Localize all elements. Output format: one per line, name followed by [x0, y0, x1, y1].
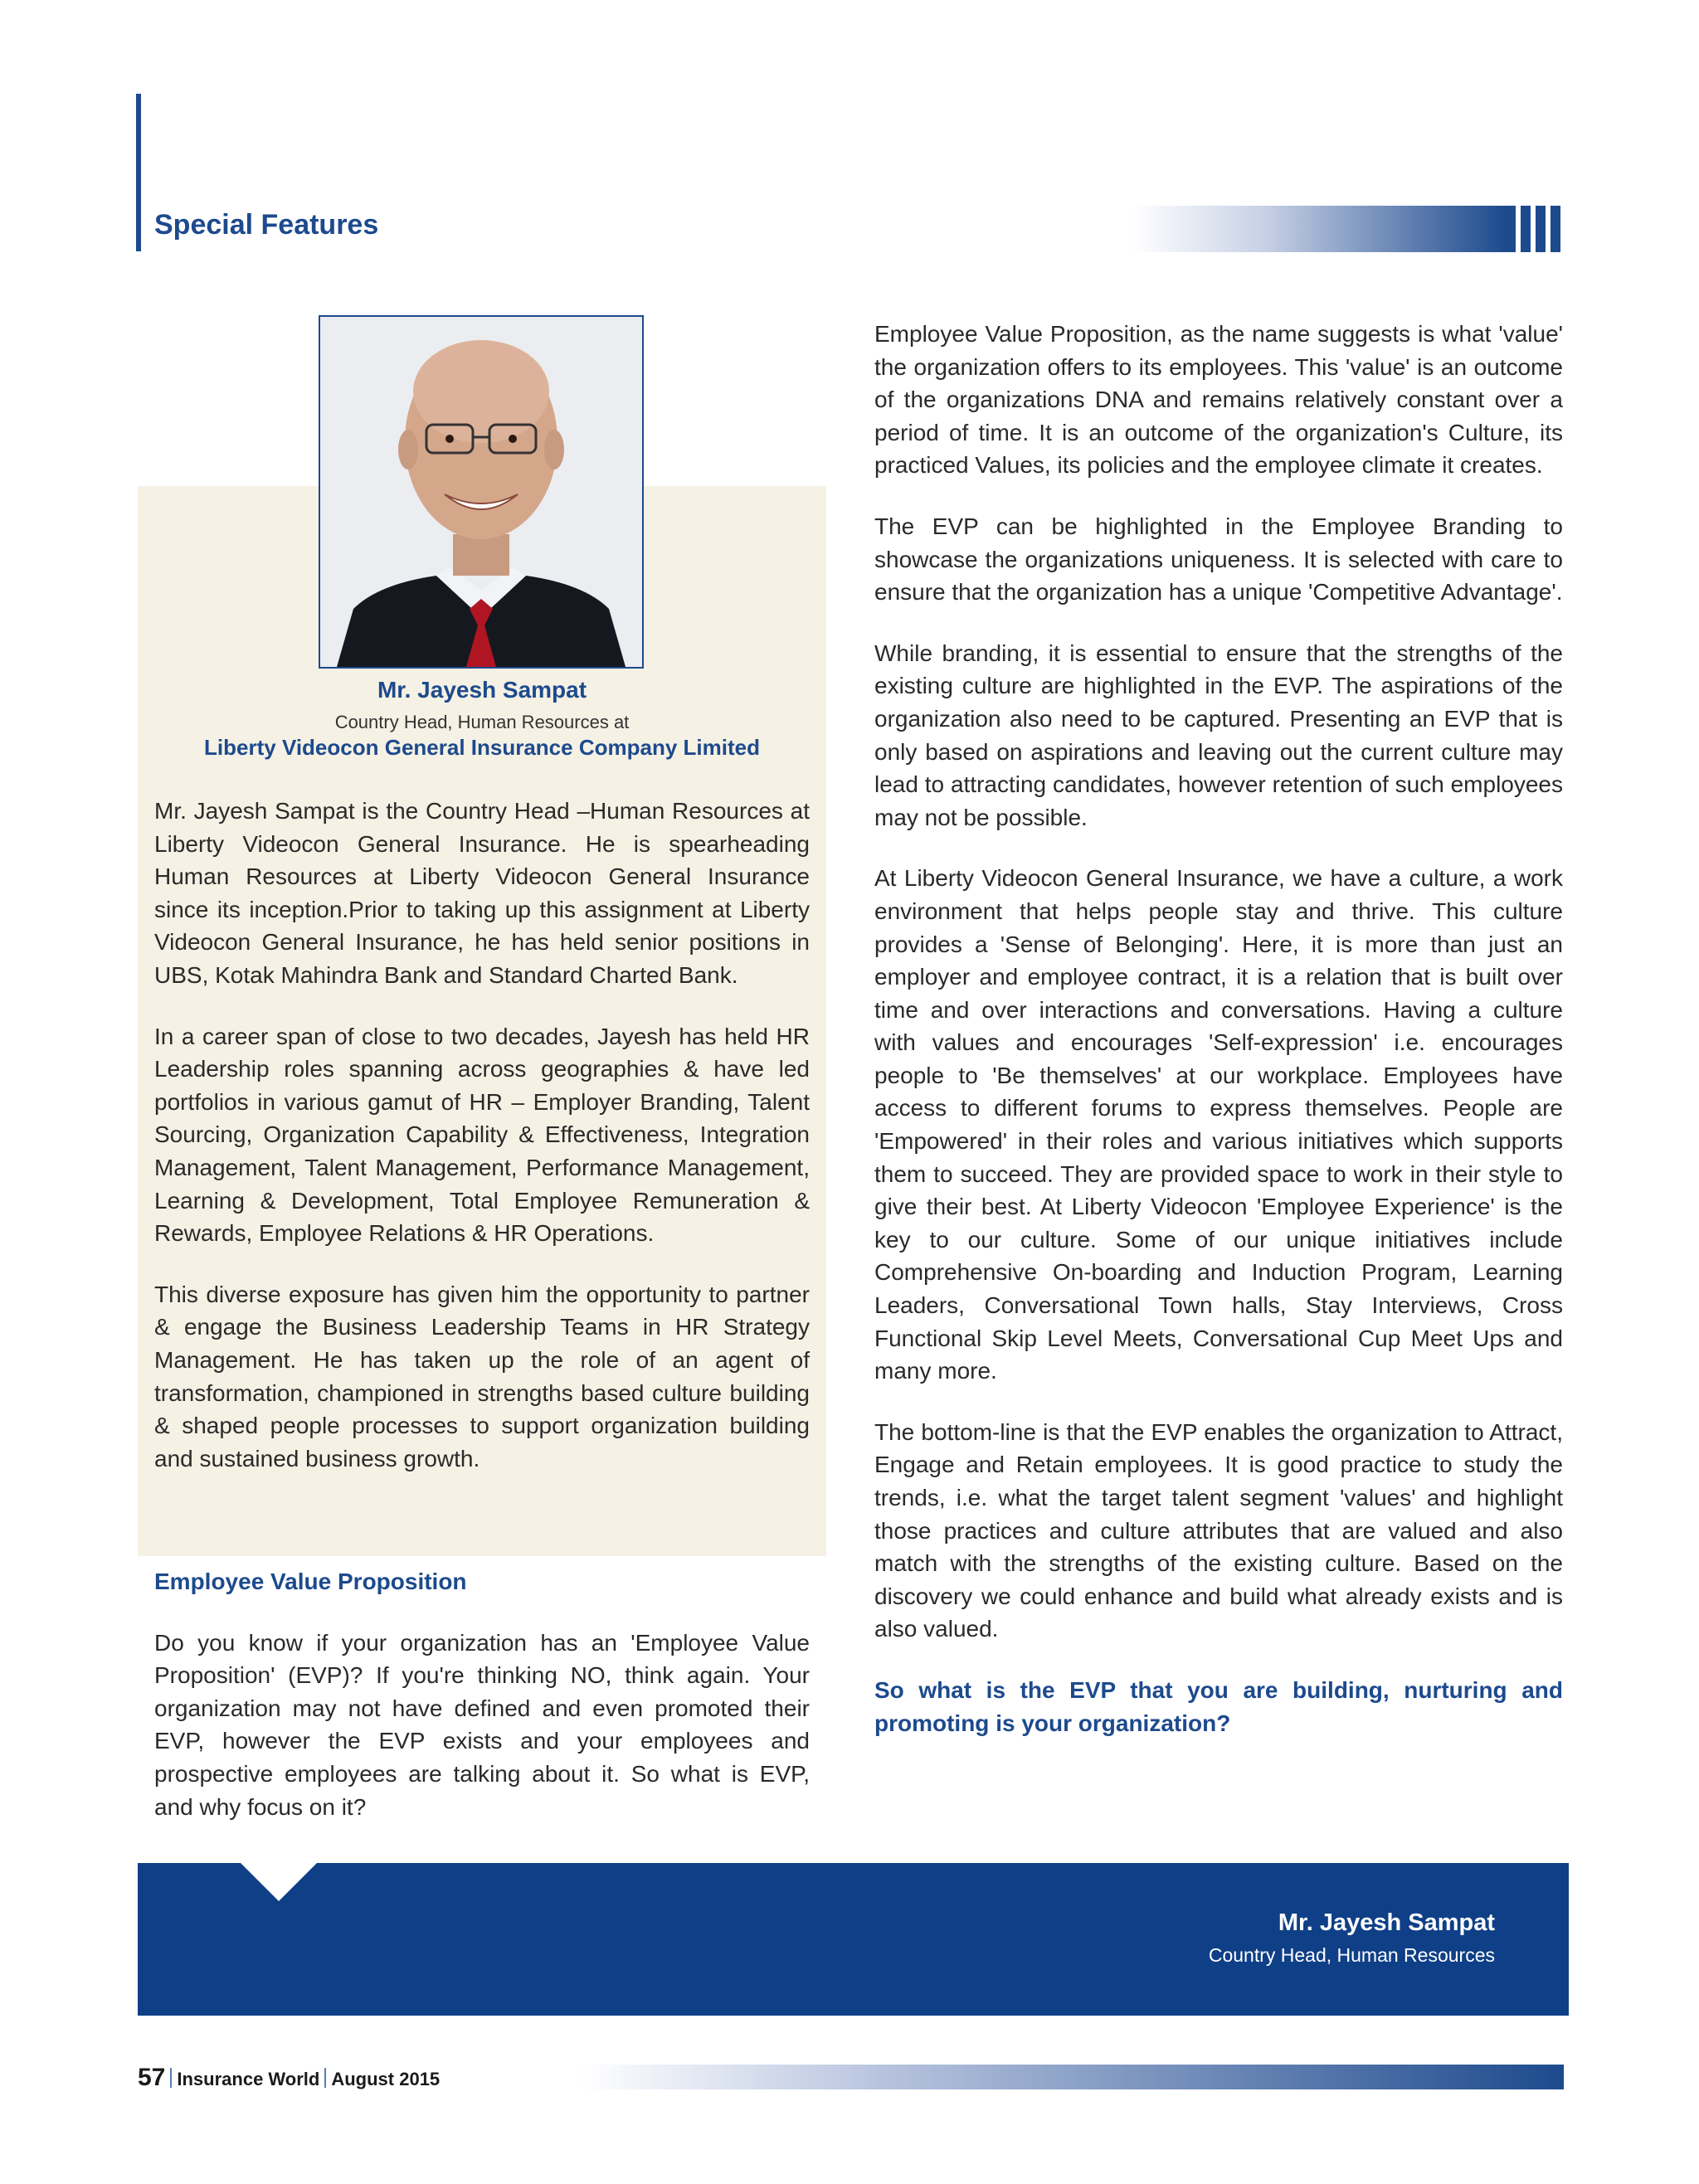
article-paragraph: While branding, it is essential to ensure that the strengths of the existing culture are highlighted in the EVP. The aspirations of the organization also need to be captured. Presenting an EVP that is only based on aspirations and leaving out the current culture may lead to attracting candidates, however retention of such employees may not be possible.	[874, 640, 1563, 830]
bio-paragraph: Mr. Jayesh Sampat is the Country Head –Human Resources at Liberty Videocon General Insurance. He is spearheading Human Resources at Liberty Videocon General Insurance since its inception.Prior to taking up this assignment at Liberty Videocon General Insurance, he has held senior positions in UBS, Kotak Mahindra Bank and Standard Charted Bank.	[154, 798, 810, 988]
article-paragraph: Employee Value Proposition, as the name suggests is what 'value' the organization offers to its employees. This 'value' is an outcome of the organizations DNA and remains relatively constant over a period of time. It is an outcome of the organization's Culture, its practiced Values, its policies and the employee climate it creates.	[874, 321, 1563, 479]
evp-intro-paragraph: Do you know if your organization has an 'Employee Value Proposition' (EVP)? If you're thinking NO, think again. Your organization may not have defined and even promoted their EVP, however the EVP exists and your employees and prospective employees are talking about it. So what is EVP, and why focus on it?	[154, 1629, 810, 1820]
bio-paragraph: This diverse exposure has given him the opportunity to partner & engage the Business Leadership Teams in HR Strategy Management. He has taken up the role of an agent of transformation, championed in strengths based culture building & shaped people processes to support organization building and sustained business growth.	[154, 1281, 810, 1471]
profile-company: Liberty Videocon General Insurance Company Limited	[204, 735, 760, 760]
signature-band-notch	[241, 1863, 317, 1901]
bio-paragraph: In a career span of close to two decades, Jayesh has held HR Leadership roles spanning across geographies & have led portfolios in various gamut of HR – Employer Branding, Talent Sourcing, Organization Capability & Effectiveness, Integration Management, Talent Management, Performance Management, Learning & Development, Total Employee Remuneration & Rewards, Employee Relations & HR Operations.	[154, 1023, 810, 1247]
section-title: Special Features	[154, 209, 379, 241]
article-paragraph: The EVP can be highlighted in the Employee Branding to showcase the organizations uniqueness. It is selected with care to ensure that the organization has a unique 'Competitive Advantage'.	[874, 513, 1563, 606]
header-stripes	[1506, 206, 1564, 252]
signature-band	[138, 1863, 1569, 2016]
header-gradient-bar	[1132, 206, 1506, 252]
page-footer	[138, 2064, 440, 2092]
publication-name: Insurance World	[177, 2069, 320, 2089]
bio-column	[154, 795, 810, 1503]
closing-question: So what is the EVP that you are building, nurturing and promoting is your organization?	[874, 1676, 1563, 1736]
article-paragraph: The bottom-line is that the EVP enables the organization to Attract, Engage and Retain employees. It is good practice to study the trends, i.e. what the target talent segment 'values' and highlight those practices and culture attributes that are valued and also match with the strengths of the existing culture. Based on the discovery we could enhance and build what already exists and is also valued.	[874, 1418, 1563, 1642]
article-right-column	[874, 318, 1563, 1768]
header-accent-bar	[136, 94, 141, 251]
footer-separator	[170, 2068, 172, 2088]
evp-intro-column	[154, 1565, 810, 1851]
profile-role: Country Head, Human Resources at	[334, 712, 630, 732]
signature-role: Country Head, Human Resources	[1208, 1944, 1495, 1966]
page-number: 57	[138, 2064, 166, 2091]
evp-heading: Employee Value Proposition	[154, 1569, 467, 1594]
portrait-illustration	[320, 317, 642, 667]
profile-name: Mr. Jayesh Sampat	[377, 677, 587, 703]
footer-separator	[324, 2068, 326, 2088]
signature-name: Mr. Jayesh Sampat	[1278, 1909, 1495, 1936]
issue-date: August 2015	[331, 2069, 441, 2089]
article-paragraph: At Liberty Videocon General Insurance, we have a culture, a work environment that helps people stay and thrive. This culture provides a 'Sense of Belonging'. Here, it is more than just an employer and employee contract, it is a relation that is built over time and over interactions and conversations. Having a culture with values and encourages 'Self-expression' i.e. encourages people to 'Be themselves' at our workplace. Employees have access to different forums to express themselves. People are 'Empowered' in their roles and various initiatives which supports them to succeed. They are provided space to work in their style to give their best. At Liberty Videocon 'Employee Experience' is the key to our culture. Some of our unique initiatives include Comprehensive On-boarding and Induction Program, Learning Leaders, Conversational Town halls, Stay Interviews, Cross Functional Skip Level Meets, Conversational Cup Meet Ups and many more.	[874, 865, 1563, 1384]
profile-photo	[319, 315, 644, 669]
footer-gradient-bar	[581, 2065, 1564, 2089]
